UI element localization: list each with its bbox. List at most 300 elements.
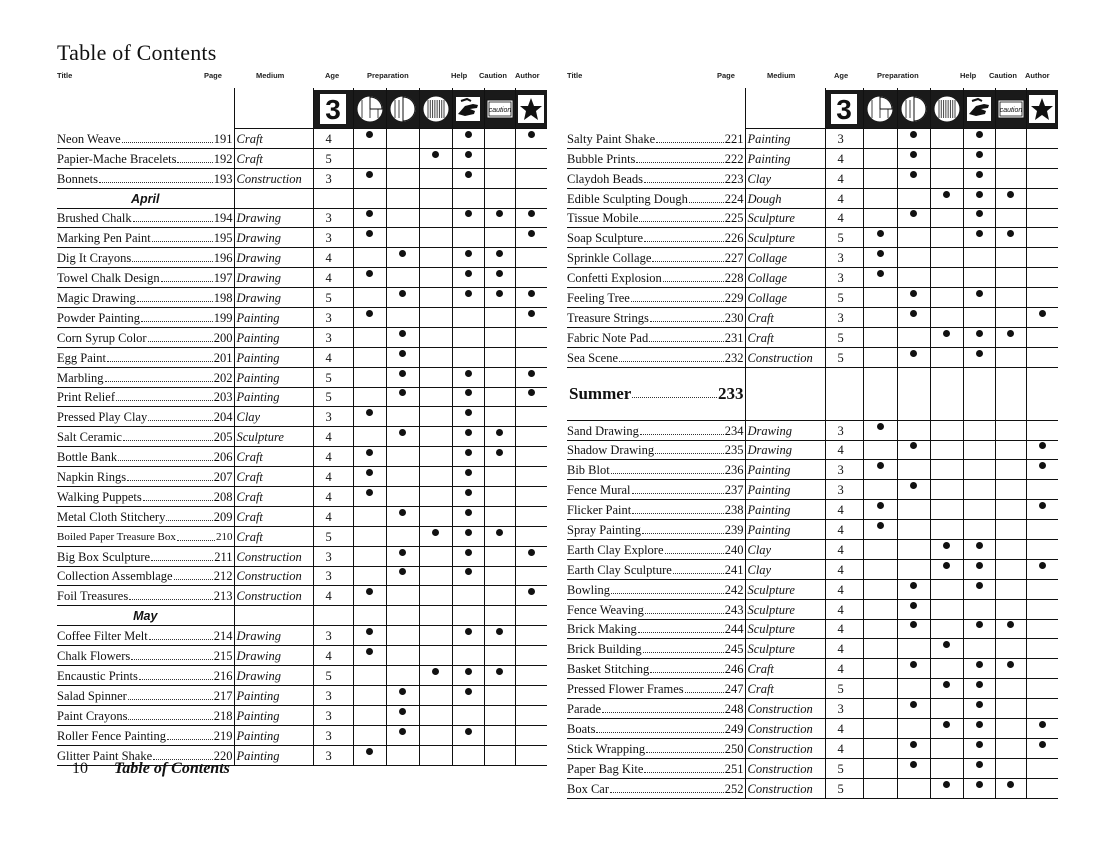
leader-dots [644,182,724,183]
entry-page: 241 [724,562,744,577]
entry-medium: Sculpture [745,228,825,248]
prep-quarter-mark [366,210,373,217]
toc-row [57,427,547,447]
entry-page: 217 [213,688,233,703]
leader-dots [643,652,724,653]
entry-age: 3 [825,699,863,719]
prep-quarter-mark-cell [353,407,386,427]
toc-row [567,308,1058,328]
toc-row [567,659,1058,679]
entry-medium: Painting [745,129,825,149]
entry-medium: Dough [745,188,825,208]
help-mark [465,270,472,277]
prep-quarter-icon [864,90,897,128]
entry-medium: Craft [234,526,313,546]
prep-half-mark-cell [897,738,930,758]
author-mark-cell [1026,500,1058,520]
caution-mark-cell [995,148,1026,168]
leader-dots [148,341,213,342]
prep-half-mark-cell [897,168,930,188]
author-mark-cell [515,487,547,507]
prep-quarter-mark-cell [353,148,386,168]
caution-mark-cell [484,447,515,467]
prep-half-mark-cell [386,268,419,288]
prep-half-mark-cell [386,347,419,367]
header-age: Age [834,71,849,80]
prep-half-mark-cell [386,626,419,646]
entry-title: Pressed Play Clay [57,410,148,425]
help-mark-cell [963,540,995,560]
toc-entry [567,440,745,460]
prep-half-mark-cell [897,599,930,619]
entry-page: 230 [724,310,744,325]
help-mark-cell [963,208,995,228]
toc-entry [57,347,234,367]
toc-row [567,460,1058,480]
caution-mark [496,668,503,675]
prep-half-icon [387,90,419,128]
help-mark-cell [963,188,995,208]
prep-quarter-mark-cell [353,248,386,268]
prep-full-mark-cell [419,666,452,686]
prep-half-mark [910,482,917,489]
leader-dots [596,732,723,733]
entry-page: 234 [724,423,744,438]
toc-row [567,268,1058,288]
help-mark-cell [452,308,484,328]
caution-mark [496,250,503,257]
help-mark-cell [963,327,995,347]
prep-quarter-mark-cell [353,666,386,686]
entry-age: 5 [313,666,353,686]
toc-row [57,467,547,487]
caution-mark-cell [995,699,1026,719]
prep-half-mark-cell [897,758,930,778]
entry-age: 4 [825,619,863,639]
author-mark-cell [1026,168,1058,188]
entry-page: 205 [213,430,233,445]
toc-row [57,367,547,387]
entry-title: Salty Paint Shake [567,131,656,146]
caution-sign-icon [485,90,515,128]
leader-dots [632,397,717,398]
help-mark-cell [452,387,484,407]
entry-medium: Painting [745,520,825,540]
author-mark-cell [515,288,547,308]
prep-half-mark-cell [386,208,419,228]
author-mark-cell [515,228,547,248]
entry-age: 4 [313,646,353,666]
prep-quarter-mark-cell [863,460,897,480]
prep-full-mark-cell [419,288,452,308]
help-mark [465,469,472,476]
entry-page: 210 [216,530,233,543]
prep-half-mark [910,350,917,357]
author-mark-cell [515,705,547,725]
toc-entry [567,679,745,699]
caution-mark-cell [484,228,515,248]
help-mark-cell [452,208,484,228]
entry-age: 4 [825,579,863,599]
helping-hand-icon [453,90,484,128]
toc-entry [57,725,234,745]
entry-title: Earth Clay Explore [567,542,664,557]
entry-page: 232 [724,350,744,365]
toc-row [567,188,1058,208]
page-title: Table of Contents [57,40,217,65]
entry-title: Basket Stitching [567,662,650,677]
prep-quarter-mark [877,423,884,430]
entry-page: 202 [213,370,233,385]
toc-row [567,327,1058,347]
entry-title: Egg Paint [57,350,106,365]
leader-dots [128,699,213,700]
help-mark-cell [452,268,484,288]
entry-medium: Drawing [234,626,313,646]
prep-full-mark [432,151,439,158]
prep-quarter-mark [877,230,884,237]
help-mark-cell [452,248,484,268]
prep-half-mark [910,761,917,768]
help-mark-cell [963,347,995,367]
entry-title: Corn Syrup Color [57,330,147,345]
caution-mark-cell [995,129,1026,149]
entry-medium: Construction [234,168,313,188]
entry-medium: Craft [234,506,313,526]
prep-quarter-mark-cell [353,626,386,646]
toc-row [57,725,547,745]
prep-quarter-mark-cell [863,659,897,679]
prep-half-mark [910,602,917,609]
help-mark-cell [963,639,995,659]
entry-medium: Craft [234,447,313,467]
help-mark-cell [963,129,995,149]
prep-half-mark [910,171,917,178]
help-mark-cell [963,248,995,268]
entry-title: Bottle Bank [57,450,118,465]
entry-medium: Painting [234,387,313,407]
toc-row [567,719,1058,739]
prep-half-mark [399,330,406,337]
entry-age: 4 [825,540,863,560]
leader-dots [640,434,724,435]
entry-page: 250 [724,741,744,756]
entry-medium: Painting [234,705,313,725]
prep-quarter-mark-cell [353,208,386,228]
prep-half-mark-cell [897,659,930,679]
toc-entry [567,347,745,367]
author-mark-cell [515,685,547,705]
entry-title: Soap Sculpture [567,231,644,246]
author-mark-cell [1026,758,1058,778]
header-title: Title [567,71,583,80]
toc-entry [57,327,234,347]
leader-dots [650,672,723,673]
caution-mark-cell [484,248,515,268]
entry-age: 5 [825,679,863,699]
prep-quarter-mark-cell [353,526,386,546]
toc-entry [567,168,745,188]
toc-row [57,168,547,188]
entry-page: 227 [724,251,744,266]
leader-dots [167,739,213,740]
prep-full-mark-cell [419,467,452,487]
prep-quarter-mark-cell [353,467,386,487]
entry-medium: Drawing [234,646,313,666]
prep-quarter-mark-cell [863,699,897,719]
author-mark-cell [515,725,547,745]
entry-age: 4 [313,447,353,467]
author-mark-cell [515,666,547,686]
prep-full-mark-cell [419,168,452,188]
toc-entry [567,420,745,440]
prep-quarter-mark [366,489,373,496]
entry-medium: Drawing [745,440,825,460]
caution-mark-cell [995,308,1026,328]
entry-title: Confetti Explosion [567,271,662,286]
caution-mark-cell [995,758,1026,778]
entry-age: 3 [313,705,353,725]
entry-page: 224 [724,191,744,206]
leader-dots [133,221,213,222]
caution-mark-cell [484,646,515,666]
prep-quarter-mark-cell [863,579,897,599]
caution-mark-cell [484,347,515,367]
help-mark-cell [963,480,995,500]
prep-quarter-mark [366,449,373,456]
leader-dots [611,593,724,594]
prep-quarter-mark-cell [353,347,386,367]
prep-full-mark-cell [419,367,452,387]
icon-header-row [57,88,547,129]
help-mark-cell [452,487,484,507]
season-row [567,367,1058,420]
entry-age: 3 [313,228,353,248]
prep-full-mark-cell [419,347,452,367]
leader-dots [636,162,723,163]
entry-page: 204 [213,410,233,425]
prep-full-mark-cell [930,208,963,228]
entry-page: 222 [724,151,744,166]
entry-age: 5 [825,347,863,367]
prep-half-mark-cell [897,288,930,308]
leader-dots [161,281,213,282]
toc-row [567,579,1058,599]
entry-medium: Painting [745,148,825,168]
prep-half-mark-cell [386,526,419,546]
footer-title: Table of Contents [114,760,230,777]
help-mark [976,210,983,217]
prep-full-mark-cell [930,188,963,208]
entry-medium: Painting [234,745,313,765]
toc-entry [567,188,745,208]
prep-half-mark-cell [386,646,419,666]
prep-half-mark-cell [897,639,930,659]
entry-page: 247 [724,682,744,697]
entry-age: 4 [825,559,863,579]
help-mark [976,350,983,357]
caution-mark-cell [484,308,515,328]
help-mark-cell [452,288,484,308]
entry-title: Boats [567,721,596,736]
toc-entry [57,387,234,407]
author-mark-cell [1026,540,1058,560]
caution-mark-cell [995,327,1026,347]
caution-mark-cell [995,168,1026,188]
month-section-row [57,188,547,208]
help-mark-cell [452,347,484,367]
prep-full-mark-cell [419,427,452,447]
prep-full-mark-cell [930,500,963,520]
prep-half-mark [910,131,917,138]
entry-title: Salad Spinner [57,688,127,703]
toc-entry [567,268,745,288]
entry-age: 3 [313,407,353,427]
prep-half-mark-cell [386,129,419,149]
toc-row [567,168,1058,188]
entry-title: Brick Building [567,642,642,657]
author-mark-cell [515,208,547,228]
toc-entry [567,559,745,579]
entry-title: Papier-Mache Bracelets [57,151,177,166]
prep-full-mark-cell [930,129,963,149]
help-mark-cell [963,440,995,460]
author-mark [528,588,535,595]
prep-quarter-mark-cell [863,168,897,188]
prep-quarter-mark-cell [353,546,386,566]
leader-dots [645,613,724,614]
author-mark-cell [1026,440,1058,460]
prep-quarter-mark [877,522,884,529]
prep-half-mark-cell [386,248,419,268]
help-mark [976,681,983,688]
leader-dots [174,579,213,580]
prep-full-mark-cell [419,646,452,666]
prep-quarter-mark-cell [353,646,386,666]
svg-text:3: 3 [836,94,852,125]
entry-age: 5 [313,387,353,407]
author-mark-cell [515,327,547,347]
help-mark [976,542,983,549]
prep-full-mark-cell [419,228,452,248]
author-mark-cell [1026,520,1058,540]
toc-row [57,347,547,367]
toc-row [57,447,547,467]
author-mark-cell [515,626,547,646]
prep-quarter-mark [366,409,373,416]
caution-mark-cell [995,659,1026,679]
help-mark [465,728,472,735]
toc-row [567,288,1058,308]
prep-full-mark [943,721,950,728]
author-mark-cell [515,427,547,447]
help-mark-cell [452,685,484,705]
entry-age: 4 [825,188,863,208]
caution-mark-cell [995,420,1026,440]
entry-age: 4 [825,738,863,758]
prep-quarter-mark-cell [863,188,897,208]
icon-row-spacer [745,88,825,129]
author-mark-cell [1026,659,1058,679]
entry-page: 248 [724,702,744,717]
prep-half-mark-cell [897,208,930,228]
entry-age: 3 [313,566,353,586]
toc-row [57,646,547,666]
entry-title: Claydoh Beads [567,171,644,186]
entry-page: 215 [213,649,233,664]
prep-full-mark-cell [419,129,452,149]
author-mark [528,210,535,217]
toc-row [57,586,547,606]
help-mark-cell [452,447,484,467]
entry-age: 3 [825,308,863,328]
author-mark-cell [1026,480,1058,500]
prep-full-mark-cell [930,659,963,679]
prep-full-mark [943,191,950,198]
prep-full-mark-cell [419,407,452,427]
toc-entry [57,129,234,149]
toc-entry [567,308,745,328]
caution-mark-cell [484,506,515,526]
prep-quarter-mark-cell [353,566,386,586]
prep-quarter-mark-cell [353,387,386,407]
age-three-icon [826,90,863,128]
prep-quarter-mark-cell [863,719,897,739]
prep-half-mark [910,701,917,708]
caution-mark-cell [995,288,1026,308]
toc-entry [57,685,234,705]
entry-medium: Clay [745,559,825,579]
help-mark-cell [963,758,995,778]
help-mark [976,562,983,569]
entry-age: 3 [313,208,353,228]
leader-dots [632,513,724,514]
prep-half-mark-cell [386,467,419,487]
entry-title: Sand Drawing [567,423,639,438]
entry-age: 4 [313,427,353,447]
prep-full-mark [943,641,950,648]
entry-medium: Construction [234,546,313,566]
prep-half-mark-cell [386,288,419,308]
entry-page: 221 [724,131,744,146]
toc-row [57,566,547,586]
entry-medium: Painting [234,685,313,705]
header-page: Page [717,71,735,80]
help-mark-cell [452,586,484,606]
entry-page: 211 [214,549,233,564]
help-mark-cell [452,168,484,188]
entry-age: 3 [825,129,863,149]
entry-medium: Clay [745,168,825,188]
icon-row-spacer [234,88,313,129]
author-mark-cell [515,367,547,387]
caution-mark [496,529,503,536]
prep-quarter-mark [877,270,884,277]
toc-row [57,228,547,248]
author-mark [1039,562,1046,569]
entry-age: 3 [825,460,863,480]
help-mark [465,210,472,217]
prep-half-mark [399,568,406,575]
toc-row [567,148,1058,168]
help-mark [465,171,472,178]
leader-dots [105,381,213,382]
prep-full-mark-cell [930,168,963,188]
entry-page: 246 [724,662,744,677]
toc-entry [57,407,234,427]
prep-half-mark-cell [897,520,930,540]
entry-page: 243 [724,602,744,617]
